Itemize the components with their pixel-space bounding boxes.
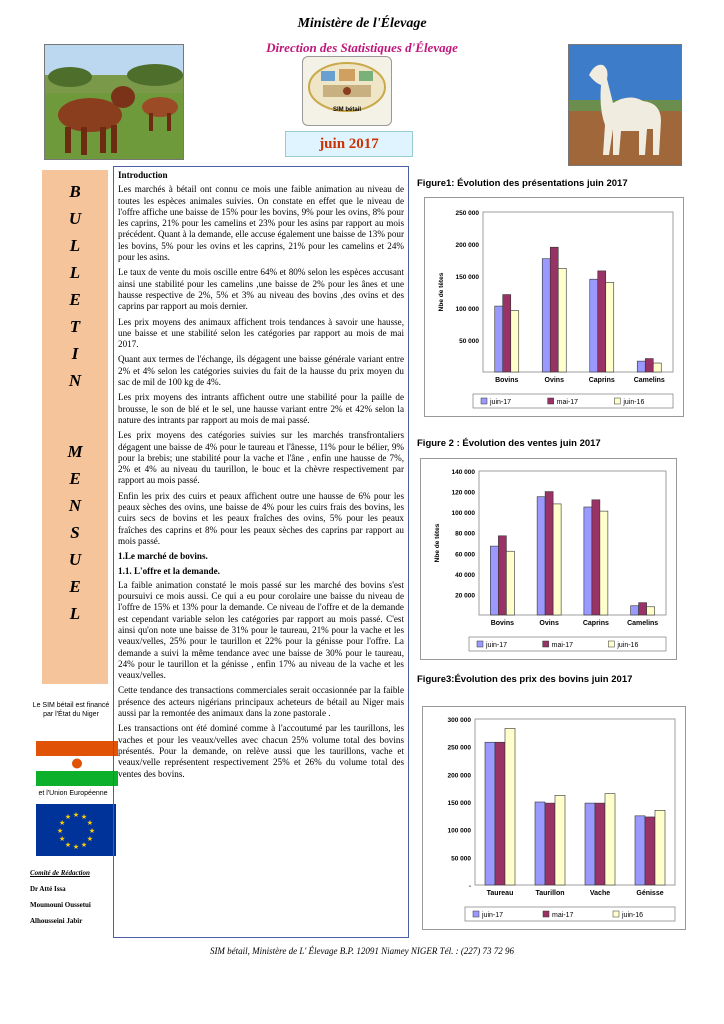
x-tick-label: Ovins	[544, 377, 564, 384]
eu-star-icon: ★	[72, 844, 80, 851]
y-axis-label: Nbe de têtes	[434, 523, 441, 563]
eu-star-icon: ★	[80, 841, 88, 849]
eu-note: et l'Union Européenne	[38, 790, 108, 797]
banner-letter: S	[70, 523, 80, 542]
camel-photo	[568, 44, 682, 166]
legend-swatch	[481, 398, 487, 404]
x-tick-label: Génisse	[636, 890, 664, 897]
comite-member: Alhousseini Jabir	[30, 917, 83, 925]
intro-heading: Introduction	[118, 170, 168, 180]
y-tick-label: 250 000	[455, 210, 479, 217]
bar-mai-17-Camelins	[639, 603, 647, 615]
x-tick-label: Vache	[589, 890, 611, 897]
legend-label: mai-17	[552, 912, 574, 919]
legend-swatch	[473, 911, 479, 917]
bar-juin-16-Vache	[605, 794, 615, 885]
bar-juin-16-Camelins	[653, 363, 661, 372]
banner-letter: E	[69, 577, 81, 596]
funding-note: Le SIM bétail est financé par l'État du Niger	[32, 702, 110, 718]
legend-swatch	[543, 911, 549, 917]
eu-flag	[36, 804, 116, 856]
y-tick-label: 80 000	[455, 530, 475, 538]
eu-star-icon: ★	[59, 820, 66, 827]
banner-letter: N	[68, 371, 82, 390]
x-tick-label: Caprins	[582, 620, 609, 627]
subsection-heading: 1.1. L'offre et la demande.	[118, 565, 220, 576]
paragraph: Les marchés à bétail ont connu ce mois une faible animation au niveau de toutes les espèces animales suivies. On constate en effet que le niveau de l'offre affiche une baisse de 15% pour les bovins, 9% pour les ovins, 8% pour les caprins, 21% pour les camelins et 23% pour les asins par rapport au mois précédent. Quant à la demande, elle accuse également une baisse de 13% pour les bovins, 5% pour les ovins et les caprins, 21% pour les camelins et 24% pour les asins.	[118, 184, 404, 263]
legend-swatch	[608, 641, 614, 647]
banner-letter: U	[68, 550, 82, 569]
bar-mai-17-Camelins	[645, 359, 653, 372]
banner-letter: E	[69, 290, 81, 309]
bar-mai-17-Ovins	[550, 247, 558, 372]
comite-member: Moumouni Oussetui	[30, 901, 91, 909]
banner-letter: L	[69, 263, 81, 282]
banner-letter: N	[68, 496, 82, 515]
bar-juin-16-Taurillon	[555, 795, 565, 885]
banner-letter: M	[67, 442, 83, 461]
legend-label: juin-17	[490, 399, 512, 406]
legend-label: juin-16	[622, 912, 644, 919]
y-tick-label: 100 000	[447, 827, 471, 835]
bar-mai-17-Taurillon	[545, 803, 555, 885]
y-tick-label: 120 000	[451, 489, 475, 497]
bar-juin-16-Ovins	[553, 504, 561, 615]
footer-address: SIM bétail, Ministère de L' Élevage B.P. 12091 Niamey NIGER Tél. : (227) 73 72 96	[209, 946, 515, 956]
bar-juin-17-Taurillon	[535, 802, 545, 885]
bar-mai-17-Caprins	[598, 271, 606, 372]
paragraph: Le taux de vente du mois oscille entre 64% et 80% selon les espèces accusant ainsi une stabilité pour les camelins ,une baisse de 2% pour les ânes et une hausse respective de 2%, 5% et 3% au niveau des bovins ,des ovins et des caprins par rapport au mois dernier.	[118, 267, 404, 312]
bar-juin-17-Caprins	[584, 507, 592, 615]
bar-juin-17-Bovins	[490, 546, 498, 615]
eu-star-icon: ★	[59, 836, 66, 843]
bar-mai-17-Caprins	[592, 500, 600, 615]
bar-juin-17-Vache	[585, 803, 595, 885]
issue-month: juin 2017	[285, 131, 413, 157]
paragraph: La faible animation constaté le mois passé sur les marché des bovins s'est poursuivi ce mois aussi. Ce qui a eu pour corolaire une baisse du niveau de l'offre de 15% et 13% pour la demande. Ce niveau de l'offre et de la demande est cependant variable selon les catégories par rapport au mois passé. C'est ainsi qu'on note une baisse de 31% pour le taureau, 21% pour la vache et les veaux/velles, 25% pour le taurillon et 22% pour la génisse pour l'offre. La demande a suivi la même tendance avec une baisse de 30% pour le taureau, 24% pour le taurillon et la génisse , enfin 17% au niveau de la vache et les veaux/velles.	[118, 579, 404, 681]
y-tick-label: 140 000	[451, 469, 475, 476]
bar-mai-17-Ovins	[545, 492, 553, 615]
bar-juin-16-Caprins	[600, 511, 608, 615]
legend-swatch	[614, 398, 620, 404]
banner-letter: E	[69, 469, 81, 488]
banner-spacer	[42, 394, 108, 438]
paragraph: Quant aux termes de l'échange, ils dégagent une baisse générale variant entre 2% et 4% selon les catégories suivies du fait de la hausse du prix moyen du sac de mil de 100 kg de 4%.	[118, 354, 404, 388]
banner-letter: L	[69, 604, 81, 623]
eu-star-icon: ★	[88, 828, 96, 835]
comite-member: Dr Atté Issa	[30, 885, 66, 893]
bar-mai-17-Bovins	[503, 295, 511, 372]
comite-title: Comité de Rédaction	[30, 869, 90, 877]
legend-label: juin-16	[617, 642, 639, 649]
bar-mai-17-Génisse	[645, 817, 655, 885]
bar-mai-17-Vache	[595, 803, 605, 885]
bar-juin-17-Caprins	[590, 279, 598, 372]
legend-label: juin-16	[623, 399, 645, 406]
section-heading: 1.Le marché de bovins.	[118, 551, 208, 562]
figure-title: Figure1: Évolution des présentations juin 2017	[417, 178, 628, 189]
bar-juin-17-Camelins	[637, 361, 645, 372]
y-tick-label: 50 000	[459, 338, 479, 345]
banner-letter: I	[71, 344, 79, 363]
y-tick-label: 200 000	[455, 242, 479, 249]
banner-letter: T	[69, 317, 81, 336]
figure-title: Figure 2 : Évolution des ventes juin 2017	[417, 438, 601, 449]
paragraph: Les prix moyens des animaux affichent trois tendances à savoir une hausse, une baisse et une stabilité selon les catégories par rapport au mois de mai 2017.	[118, 316, 404, 350]
legend-label: mai-17	[556, 399, 579, 406]
legend-label: juin-17	[486, 642, 508, 649]
paragraph: Cette tendance des transactions commerciales serait occasionnée par la faible présence des acteurs nigérians principaux acheteurs de bétail au Niger mais aussi par la remontée des animaux dans la zone pastorale .	[118, 685, 404, 719]
y-tick-label: 100 000	[455, 306, 479, 313]
y-tick-label: 60 000	[455, 551, 475, 559]
chart-presentations	[424, 197, 684, 417]
eu-star-icon: ★	[72, 812, 80, 819]
bar-juin-16-Ovins	[558, 268, 566, 372]
paragraph: Enfin les prix des cuirs et peaux affichent outre une hausse de 6% pour les peaux sèches des ovins, une baisse de 4% pour les cuirs frais des bovins, les cuirs secs de bovins et les peaux fraîches des ovins, 5% pour les peaux fraîches des caprins et 8% pour les peaux sèches des caprins par rapport au mois passé.	[118, 490, 404, 546]
y-tick-label: 150 000	[447, 800, 471, 807]
bar-juin-16-Caprins	[606, 282, 614, 372]
legend-swatch	[543, 641, 549, 647]
bar-juin-17-Taureau	[485, 742, 495, 885]
x-tick-label: Bovins	[495, 377, 519, 384]
banner-letter: B	[69, 182, 81, 201]
x-tick-label: Taurillon	[535, 890, 565, 897]
niger-flag	[36, 741, 118, 786]
legend-label: mai-17	[551, 642, 574, 649]
x-tick-label: Ovins	[539, 620, 559, 627]
bar-mai-17-Taureau	[495, 742, 505, 885]
bar-juin-16-Camelins	[647, 607, 655, 615]
eu-star-icon: ★	[86, 836, 93, 843]
bar-juin-17-Génisse	[635, 816, 645, 885]
banner-letter: L	[69, 236, 81, 255]
logo-label: SIM bétail	[332, 107, 361, 113]
banner-letter: U	[68, 209, 82, 228]
ministry-title: Ministère de l'Élevage	[297, 16, 427, 31]
bar-juin-16-Bovins	[511, 311, 519, 372]
cattle-photo	[44, 44, 184, 160]
legend-label: juin-17	[482, 912, 504, 919]
y-tick-label: -	[468, 883, 471, 890]
y-tick-label: 20 000	[455, 592, 475, 600]
bar-mai-17-Bovins	[498, 536, 506, 615]
bulletin-mensuel-banner	[42, 170, 108, 684]
x-tick-label: Caprins	[588, 377, 615, 384]
eu-star-icon: ★	[80, 814, 88, 822]
sim-betail-logo	[302, 56, 392, 126]
legend-swatch	[548, 398, 554, 404]
bar-juin-17-Bovins	[495, 306, 503, 372]
x-tick-label: Camelins	[633, 377, 665, 384]
eu-star-icon: ★	[64, 814, 72, 822]
chart-ventes	[420, 458, 677, 660]
figure-title: Figure3:Évolution des prix des bovins juin 2017	[417, 674, 633, 685]
paragraph: Les prix moyens des catégories suivies sur les marchés transfrontaliers dégagent une baisse de 4% pour le taureau et l'ânesse, 11% pour le bélier, 9% pour la brebis; une stabilité pour la vache et l'âne , enfin une hausse de 7%, 2% et 4% au niveau du taurillon, le bouc et la chèvre respectivement par rapport au mois passé.	[118, 430, 404, 486]
paragraph: Les transactions ont été dominé comme à l'accoutumé par les taurillons, les vaches et pour les veaux/velles avec chacun 25% volume total des bovins présentés. Pour la demande, on relève aussi que les taurillons, vache et veaux/velle représentent respectivement 25% et 26% du volume total des ventes des bovins.	[118, 723, 404, 779]
y-axis-label: Nbe de têtes	[438, 272, 445, 312]
bar-juin-16-Bovins	[506, 551, 514, 615]
y-tick-label: 200 000	[447, 772, 471, 780]
eu-star-icon: ★	[56, 828, 64, 835]
bar-juin-16-Génisse	[655, 810, 665, 885]
legend-swatch	[477, 641, 483, 647]
paragraph: Les prix moyens des intrants affichent outre une stabilité pour la paille de brousse, le son de blé et le sel, une hausse variant entre 2% et 42% selon la nature des intrants par rapport au mois de mai passé.	[118, 392, 404, 425]
x-tick-label: Camelins	[627, 620, 659, 627]
y-tick-label: 250 000	[447, 744, 471, 752]
bar-juin-17-Ovins	[542, 259, 550, 372]
y-tick-label: 100 000	[451, 510, 475, 518]
y-tick-label: 40 000	[455, 571, 475, 579]
y-tick-label: 150 000	[455, 274, 479, 281]
x-tick-label: Taureau	[486, 890, 514, 897]
y-tick-label: 300 000	[447, 717, 471, 724]
bar-juin-17-Ovins	[537, 497, 545, 615]
x-tick-label: Bovins	[490, 620, 515, 627]
eu-star-icon: ★	[86, 820, 93, 827]
bar-juin-16-Taureau	[505, 728, 515, 885]
chart-prix-bovins	[422, 706, 686, 930]
direction-title: Direction des Statistiques d'Élevage	[266, 40, 458, 55]
eu-star-icon: ★	[64, 841, 72, 849]
legend-swatch	[613, 911, 619, 917]
bar-juin-17-Camelins	[631, 606, 639, 615]
article-text	[113, 166, 409, 938]
y-tick-label: 50 000	[451, 855, 471, 863]
